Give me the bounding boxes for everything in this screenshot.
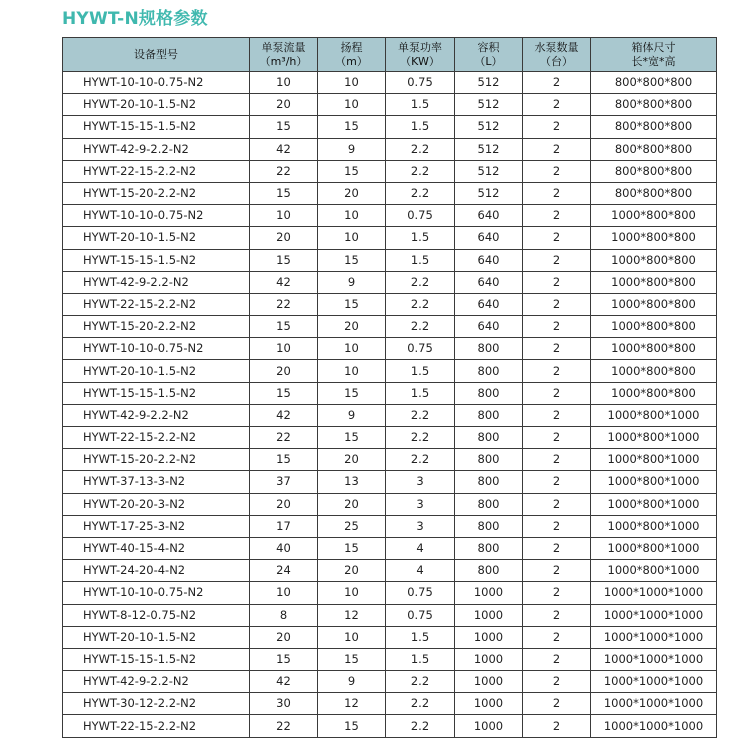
header-flow: 单泵流量 （m³/h） bbox=[250, 38, 318, 72]
table-row bbox=[63, 72, 717, 94]
spec-table bbox=[62, 37, 717, 738]
cell-pump-count: 2 bbox=[523, 316, 591, 338]
header-tank-size: 箱体尺寸 长*宽*高 bbox=[591, 38, 717, 72]
table-row bbox=[63, 648, 717, 670]
cell-power: 2.2 bbox=[386, 182, 455, 204]
cell-flow: 22 bbox=[250, 160, 318, 182]
cell-model: HYWT-15-15-1.5-N2 bbox=[63, 648, 250, 670]
cell-power: 2.2 bbox=[386, 271, 455, 293]
cell-model: HYWT-37-13-3-N2 bbox=[63, 471, 250, 493]
cell-model: HYWT-20-10-1.5-N2 bbox=[63, 227, 250, 249]
cell-volume: 1000 bbox=[455, 604, 523, 626]
cell-tank-size: 1000*1000*1000 bbox=[591, 626, 717, 648]
cell-pump-count: 2 bbox=[523, 604, 591, 626]
cell-model: HYWT-20-10-1.5-N2 bbox=[63, 626, 250, 648]
table-row bbox=[63, 293, 717, 315]
table-row bbox=[63, 182, 717, 204]
cell-flow: 22 bbox=[250, 293, 318, 315]
cell-head: 15 bbox=[318, 116, 386, 138]
cell-model: HYWT-42-9-2.2-N2 bbox=[63, 271, 250, 293]
cell-flow: 10 bbox=[250, 72, 318, 94]
cell-model: HYWT-10-10-0.75-N2 bbox=[63, 72, 250, 94]
table-row bbox=[63, 493, 717, 515]
cell-flow: 15 bbox=[250, 116, 318, 138]
cell-flow: 24 bbox=[250, 560, 318, 582]
cell-power: 2.2 bbox=[386, 160, 455, 182]
cell-tank-size: 1000*800*800 bbox=[591, 316, 717, 338]
cell-pump-count: 2 bbox=[523, 404, 591, 426]
cell-tank-size: 800*800*800 bbox=[591, 182, 717, 204]
cell-tank-size: 1000*1000*1000 bbox=[591, 671, 717, 693]
cell-volume: 800 bbox=[455, 338, 523, 360]
cell-head: 9 bbox=[318, 404, 386, 426]
cell-power: 2.2 bbox=[386, 427, 455, 449]
cell-power: 1.5 bbox=[386, 626, 455, 648]
table-row bbox=[63, 537, 717, 559]
cell-tank-size: 1000*800*800 bbox=[591, 382, 717, 404]
table-row bbox=[63, 582, 717, 604]
cell-flow: 10 bbox=[250, 205, 318, 227]
cell-tank-size: 1000*1000*1000 bbox=[591, 715, 717, 737]
cell-power: 2.2 bbox=[386, 449, 455, 471]
cell-power: 2.2 bbox=[386, 715, 455, 737]
cell-pump-count: 2 bbox=[523, 382, 591, 404]
table-row bbox=[63, 94, 717, 116]
cell-power: 0.75 bbox=[386, 205, 455, 227]
cell-volume: 1000 bbox=[455, 582, 523, 604]
cell-power: 3 bbox=[386, 471, 455, 493]
header-power: 单泵功率 （KW） bbox=[386, 38, 455, 72]
cell-tank-size: 1000*1000*1000 bbox=[591, 604, 717, 626]
cell-head: 15 bbox=[318, 249, 386, 271]
cell-flow: 17 bbox=[250, 515, 318, 537]
table-row bbox=[63, 715, 717, 737]
cell-head: 20 bbox=[318, 182, 386, 204]
cell-model: HYWT-8-12-0.75-N2 bbox=[63, 604, 250, 626]
cell-tank-size: 1000*800*800 bbox=[591, 271, 717, 293]
cell-volume: 800 bbox=[455, 427, 523, 449]
cell-head: 15 bbox=[318, 293, 386, 315]
cell-head: 10 bbox=[318, 227, 386, 249]
table-row bbox=[63, 360, 717, 382]
cell-power: 1.5 bbox=[386, 360, 455, 382]
cell-head: 13 bbox=[318, 471, 386, 493]
cell-head: 20 bbox=[318, 316, 386, 338]
cell-volume: 800 bbox=[455, 471, 523, 493]
cell-tank-size: 1000*800*800 bbox=[591, 227, 717, 249]
cell-head: 10 bbox=[318, 360, 386, 382]
cell-pump-count: 2 bbox=[523, 94, 591, 116]
table-row bbox=[63, 515, 717, 537]
cell-power: 1.5 bbox=[386, 94, 455, 116]
cell-tank-size: 1000*800*800 bbox=[591, 249, 717, 271]
cell-pump-count: 2 bbox=[523, 471, 591, 493]
table-row bbox=[63, 271, 717, 293]
cell-tank-size: 1000*800*1000 bbox=[591, 515, 717, 537]
cell-power: 2.2 bbox=[386, 138, 455, 160]
cell-head: 20 bbox=[318, 449, 386, 471]
cell-flow: 20 bbox=[250, 94, 318, 116]
cell-volume: 512 bbox=[455, 72, 523, 94]
table-row bbox=[63, 427, 717, 449]
cell-flow: 15 bbox=[250, 648, 318, 670]
cell-volume: 640 bbox=[455, 249, 523, 271]
cell-flow: 30 bbox=[250, 693, 318, 715]
cell-volume: 1000 bbox=[455, 715, 523, 737]
cell-flow: 42 bbox=[250, 404, 318, 426]
table-row bbox=[63, 471, 717, 493]
cell-model: HYWT-15-20-2.2-N2 bbox=[63, 449, 250, 471]
table-row bbox=[63, 205, 717, 227]
cell-volume: 512 bbox=[455, 94, 523, 116]
cell-tank-size: 1000*800*800 bbox=[591, 360, 717, 382]
cell-pump-count: 2 bbox=[523, 493, 591, 515]
cell-flow: 22 bbox=[250, 427, 318, 449]
cell-flow: 37 bbox=[250, 471, 318, 493]
cell-model: HYWT-15-15-1.5-N2 bbox=[63, 382, 250, 404]
cell-volume: 800 bbox=[455, 537, 523, 559]
cell-model: HYWT-10-10-0.75-N2 bbox=[63, 582, 250, 604]
cell-power: 0.75 bbox=[386, 582, 455, 604]
cell-flow: 15 bbox=[250, 182, 318, 204]
cell-power: 3 bbox=[386, 515, 455, 537]
cell-pump-count: 2 bbox=[523, 182, 591, 204]
cell-power: 1.5 bbox=[386, 116, 455, 138]
cell-flow: 8 bbox=[250, 604, 318, 626]
table-row bbox=[63, 604, 717, 626]
cell-model: HYWT-42-9-2.2-N2 bbox=[63, 671, 250, 693]
cell-model: HYWT-20-10-1.5-N2 bbox=[63, 360, 250, 382]
cell-tank-size: 1000*800*800 bbox=[591, 205, 717, 227]
cell-head: 25 bbox=[318, 515, 386, 537]
cell-flow: 42 bbox=[250, 271, 318, 293]
cell-flow: 10 bbox=[250, 338, 318, 360]
cell-power: 0.75 bbox=[386, 72, 455, 94]
cell-head: 15 bbox=[318, 427, 386, 449]
table-row bbox=[63, 138, 717, 160]
cell-volume: 800 bbox=[455, 449, 523, 471]
cell-head: 12 bbox=[318, 604, 386, 626]
cell-volume: 640 bbox=[455, 271, 523, 293]
cell-volume: 512 bbox=[455, 160, 523, 182]
cell-head: 15 bbox=[318, 382, 386, 404]
cell-model: HYWT-15-20-2.2-N2 bbox=[63, 182, 250, 204]
cell-flow: 20 bbox=[250, 227, 318, 249]
header-head: 扬程 （m） bbox=[318, 38, 386, 72]
cell-head: 15 bbox=[318, 648, 386, 670]
table-row bbox=[63, 160, 717, 182]
cell-pump-count: 2 bbox=[523, 72, 591, 94]
cell-pump-count: 2 bbox=[523, 360, 591, 382]
cell-pump-count: 2 bbox=[523, 582, 591, 604]
cell-pump-count: 2 bbox=[523, 449, 591, 471]
table-row bbox=[63, 382, 717, 404]
cell-power: 2.2 bbox=[386, 404, 455, 426]
cell-model: HYWT-24-20-4-N2 bbox=[63, 560, 250, 582]
cell-tank-size: 1000*800*1000 bbox=[591, 404, 717, 426]
cell-pump-count: 2 bbox=[523, 648, 591, 670]
cell-model: HYWT-42-9-2.2-N2 bbox=[63, 138, 250, 160]
cell-power: 3 bbox=[386, 493, 455, 515]
cell-model: HYWT-17-25-3-N2 bbox=[63, 515, 250, 537]
cell-model: HYWT-22-15-2.2-N2 bbox=[63, 293, 250, 315]
cell-pump-count: 2 bbox=[523, 715, 591, 737]
cell-model: HYWT-15-15-1.5-N2 bbox=[63, 116, 250, 138]
cell-volume: 800 bbox=[455, 515, 523, 537]
cell-pump-count: 2 bbox=[523, 693, 591, 715]
cell-pump-count: 2 bbox=[523, 138, 591, 160]
cell-flow: 42 bbox=[250, 138, 318, 160]
cell-tank-size: 800*800*800 bbox=[591, 94, 717, 116]
cell-pump-count: 2 bbox=[523, 427, 591, 449]
cell-volume: 512 bbox=[455, 138, 523, 160]
cell-tank-size: 1000*800*1000 bbox=[591, 560, 717, 582]
cell-model: HYWT-15-15-1.5-N2 bbox=[63, 249, 250, 271]
table-header-row bbox=[63, 38, 717, 72]
table-row bbox=[63, 116, 717, 138]
cell-tank-size: 1000*800*1000 bbox=[591, 493, 717, 515]
cell-power: 0.75 bbox=[386, 604, 455, 626]
cell-model: HYWT-15-20-2.2-N2 bbox=[63, 316, 250, 338]
cell-power: 0.75 bbox=[386, 338, 455, 360]
cell-volume: 640 bbox=[455, 227, 523, 249]
cell-flow: 15 bbox=[250, 316, 318, 338]
cell-pump-count: 2 bbox=[523, 293, 591, 315]
cell-model: HYWT-10-10-0.75-N2 bbox=[63, 205, 250, 227]
cell-flow: 20 bbox=[250, 360, 318, 382]
cell-volume: 640 bbox=[455, 293, 523, 315]
cell-tank-size: 800*800*800 bbox=[591, 72, 717, 94]
cell-head: 10 bbox=[318, 338, 386, 360]
cell-volume: 1000 bbox=[455, 693, 523, 715]
cell-head: 10 bbox=[318, 72, 386, 94]
cell-tank-size: 1000*800*800 bbox=[591, 293, 717, 315]
table-row bbox=[63, 693, 717, 715]
cell-volume: 1000 bbox=[455, 671, 523, 693]
cell-head: 9 bbox=[318, 138, 386, 160]
cell-flow: 10 bbox=[250, 582, 318, 604]
cell-pump-count: 2 bbox=[523, 271, 591, 293]
cell-power: 4 bbox=[386, 537, 455, 559]
table-row bbox=[63, 227, 717, 249]
cell-pump-count: 2 bbox=[523, 515, 591, 537]
cell-model: HYWT-20-10-1.5-N2 bbox=[63, 94, 250, 116]
cell-pump-count: 2 bbox=[523, 227, 591, 249]
cell-model: HYWT-40-15-4-N2 bbox=[63, 537, 250, 559]
cell-tank-size: 1000*800*1000 bbox=[591, 537, 717, 559]
cell-volume: 800 bbox=[455, 560, 523, 582]
cell-volume: 640 bbox=[455, 205, 523, 227]
header-model: 设备型号 bbox=[63, 38, 250, 72]
cell-pump-count: 2 bbox=[523, 338, 591, 360]
cell-flow: 22 bbox=[250, 715, 318, 737]
cell-tank-size: 1000*1000*1000 bbox=[591, 648, 717, 670]
cell-head: 9 bbox=[318, 271, 386, 293]
table-row bbox=[63, 316, 717, 338]
cell-pump-count: 2 bbox=[523, 626, 591, 648]
cell-power: 2.2 bbox=[386, 293, 455, 315]
cell-power: 1.5 bbox=[386, 648, 455, 670]
table-row bbox=[63, 560, 717, 582]
cell-volume: 512 bbox=[455, 116, 523, 138]
cell-model: HYWT-22-15-2.2-N2 bbox=[63, 427, 250, 449]
cell-volume: 1000 bbox=[455, 626, 523, 648]
cell-tank-size: 800*800*800 bbox=[591, 116, 717, 138]
cell-power: 2.2 bbox=[386, 671, 455, 693]
cell-volume: 800 bbox=[455, 404, 523, 426]
cell-volume: 1000 bbox=[455, 648, 523, 670]
header-pump-count: 水泵数量 （台） bbox=[523, 38, 591, 72]
cell-flow: 15 bbox=[250, 449, 318, 471]
cell-head: 10 bbox=[318, 582, 386, 604]
table-row bbox=[63, 449, 717, 471]
cell-power: 1.5 bbox=[386, 249, 455, 271]
table-row bbox=[63, 671, 717, 693]
cell-head: 10 bbox=[318, 94, 386, 116]
cell-head: 15 bbox=[318, 715, 386, 737]
cell-model: HYWT-22-15-2.2-N2 bbox=[63, 160, 250, 182]
cell-tank-size: 1000*1000*1000 bbox=[591, 693, 717, 715]
cell-head: 9 bbox=[318, 671, 386, 693]
page-title: HYWT-N规格参数 bbox=[62, 9, 208, 29]
cell-head: 12 bbox=[318, 693, 386, 715]
cell-volume: 640 bbox=[455, 316, 523, 338]
cell-model: HYWT-20-20-3-N2 bbox=[63, 493, 250, 515]
cell-model: HYWT-22-15-2.2-N2 bbox=[63, 715, 250, 737]
cell-pump-count: 2 bbox=[523, 671, 591, 693]
cell-model: HYWT-10-10-0.75-N2 bbox=[63, 338, 250, 360]
cell-volume: 800 bbox=[455, 360, 523, 382]
cell-flow: 42 bbox=[250, 671, 318, 693]
cell-pump-count: 2 bbox=[523, 560, 591, 582]
cell-head: 20 bbox=[318, 493, 386, 515]
table-row bbox=[63, 249, 717, 271]
cell-pump-count: 2 bbox=[523, 537, 591, 559]
cell-tank-size: 1000*800*1000 bbox=[591, 449, 717, 471]
table-row bbox=[63, 404, 717, 426]
cell-power: 1.5 bbox=[386, 382, 455, 404]
cell-flow: 40 bbox=[250, 537, 318, 559]
cell-head: 20 bbox=[318, 560, 386, 582]
cell-head: 15 bbox=[318, 160, 386, 182]
cell-tank-size: 1000*800*1000 bbox=[591, 427, 717, 449]
cell-power: 2.2 bbox=[386, 693, 455, 715]
cell-pump-count: 2 bbox=[523, 160, 591, 182]
cell-model: HYWT-30-12-2.2-N2 bbox=[63, 693, 250, 715]
cell-tank-size: 800*800*800 bbox=[591, 138, 717, 160]
cell-pump-count: 2 bbox=[523, 249, 591, 271]
cell-volume: 512 bbox=[455, 182, 523, 204]
cell-power: 2.2 bbox=[386, 316, 455, 338]
cell-tank-size: 1000*800*1000 bbox=[591, 471, 717, 493]
cell-head: 10 bbox=[318, 626, 386, 648]
cell-head: 10 bbox=[318, 205, 386, 227]
table-row bbox=[63, 626, 717, 648]
cell-pump-count: 2 bbox=[523, 116, 591, 138]
cell-tank-size: 1000*800*800 bbox=[591, 338, 717, 360]
cell-flow: 15 bbox=[250, 382, 318, 404]
header-volume: 容积 （L） bbox=[455, 38, 523, 72]
cell-flow: 20 bbox=[250, 493, 318, 515]
cell-tank-size: 800*800*800 bbox=[591, 160, 717, 182]
cell-power: 4 bbox=[386, 560, 455, 582]
cell-tank-size: 1000*1000*1000 bbox=[591, 582, 717, 604]
table-row bbox=[63, 338, 717, 360]
cell-flow: 20 bbox=[250, 626, 318, 648]
cell-pump-count: 2 bbox=[523, 205, 591, 227]
cell-power: 1.5 bbox=[386, 227, 455, 249]
cell-volume: 800 bbox=[455, 493, 523, 515]
cell-model: HYWT-42-9-2.2-N2 bbox=[63, 404, 250, 426]
cell-volume: 800 bbox=[455, 382, 523, 404]
cell-flow: 15 bbox=[250, 249, 318, 271]
cell-head: 15 bbox=[318, 537, 386, 559]
